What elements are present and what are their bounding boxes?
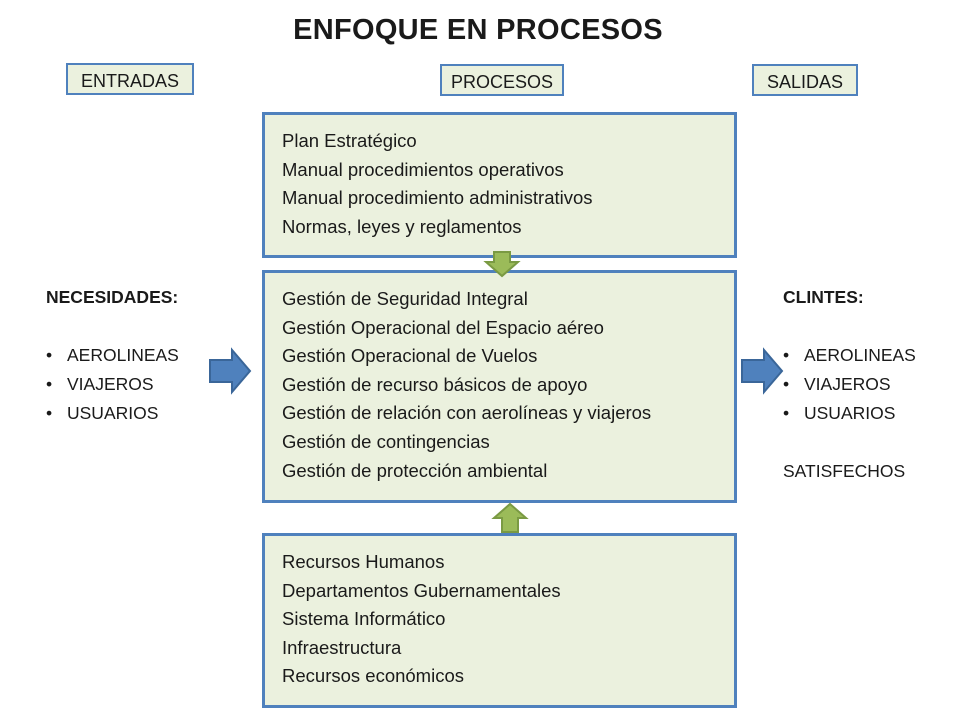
box-line: Gestión Operacional del Espacio aéreo [282,316,604,338]
diagram-title: ENFOQUE EN PROCESOS [293,14,663,46]
inputs-panel [46,283,179,428]
box-line: Gestión de contingencias [282,430,490,452]
outputs-panel [783,283,916,486]
header-salidas: SALIDAS [752,64,858,96]
header-procesos: PROCESOS [440,64,564,96]
box-line: Recursos Humanos [282,551,445,572]
header-entradas: ENTRADAS [66,63,194,95]
box-resources [262,533,737,708]
box-line: Sistema Informático [282,608,446,630]
up-arrow-icon [492,502,528,534]
box-line: Gestión de protección ambiental [282,459,548,481]
inputs-item: • USUARIOS [46,399,179,428]
box-line: Recursos económicos [282,665,464,687]
outputs-item: • VIAJEROS [783,370,916,399]
box-line: Manual procedimientos operativos [282,158,564,180]
box-line: Normas, leyes y reglamentos [282,215,522,237]
outputs-heading: CLINTES: [783,287,864,307]
box-line: Gestión de Seguridad Integral [282,288,528,309]
inputs-item: • AEROLINEAS [46,341,179,370]
inputs-item: • VIAJEROS [46,370,179,399]
box-line: Infraestructura [282,636,402,658]
box-line: Gestión de recurso básicos de apoyo [282,373,588,395]
right-arrow-icon [208,348,252,394]
outputs-item: • AEROLINEAS [783,341,916,370]
box-line: Gestión de relación con aerolíneas y viajeros [282,402,652,424]
box-line: Plan Estratégico [282,130,417,151]
inputs-heading: NECESIDADES: [46,287,179,307]
box-management-processes [262,270,737,503]
box-planning-documents [262,112,737,258]
down-arrow-icon [484,250,520,278]
right-arrow-icon [740,348,784,394]
outputs-footer: SATISFECHOS [783,461,906,481]
box-line: Gestión Operacional de Vuelos [282,345,538,367]
box-line: Manual procedimiento administrativos [282,187,593,209]
box-line: Departamentos Gubernamentales [282,579,561,601]
outputs-item: • USUARIOS [783,399,916,428]
